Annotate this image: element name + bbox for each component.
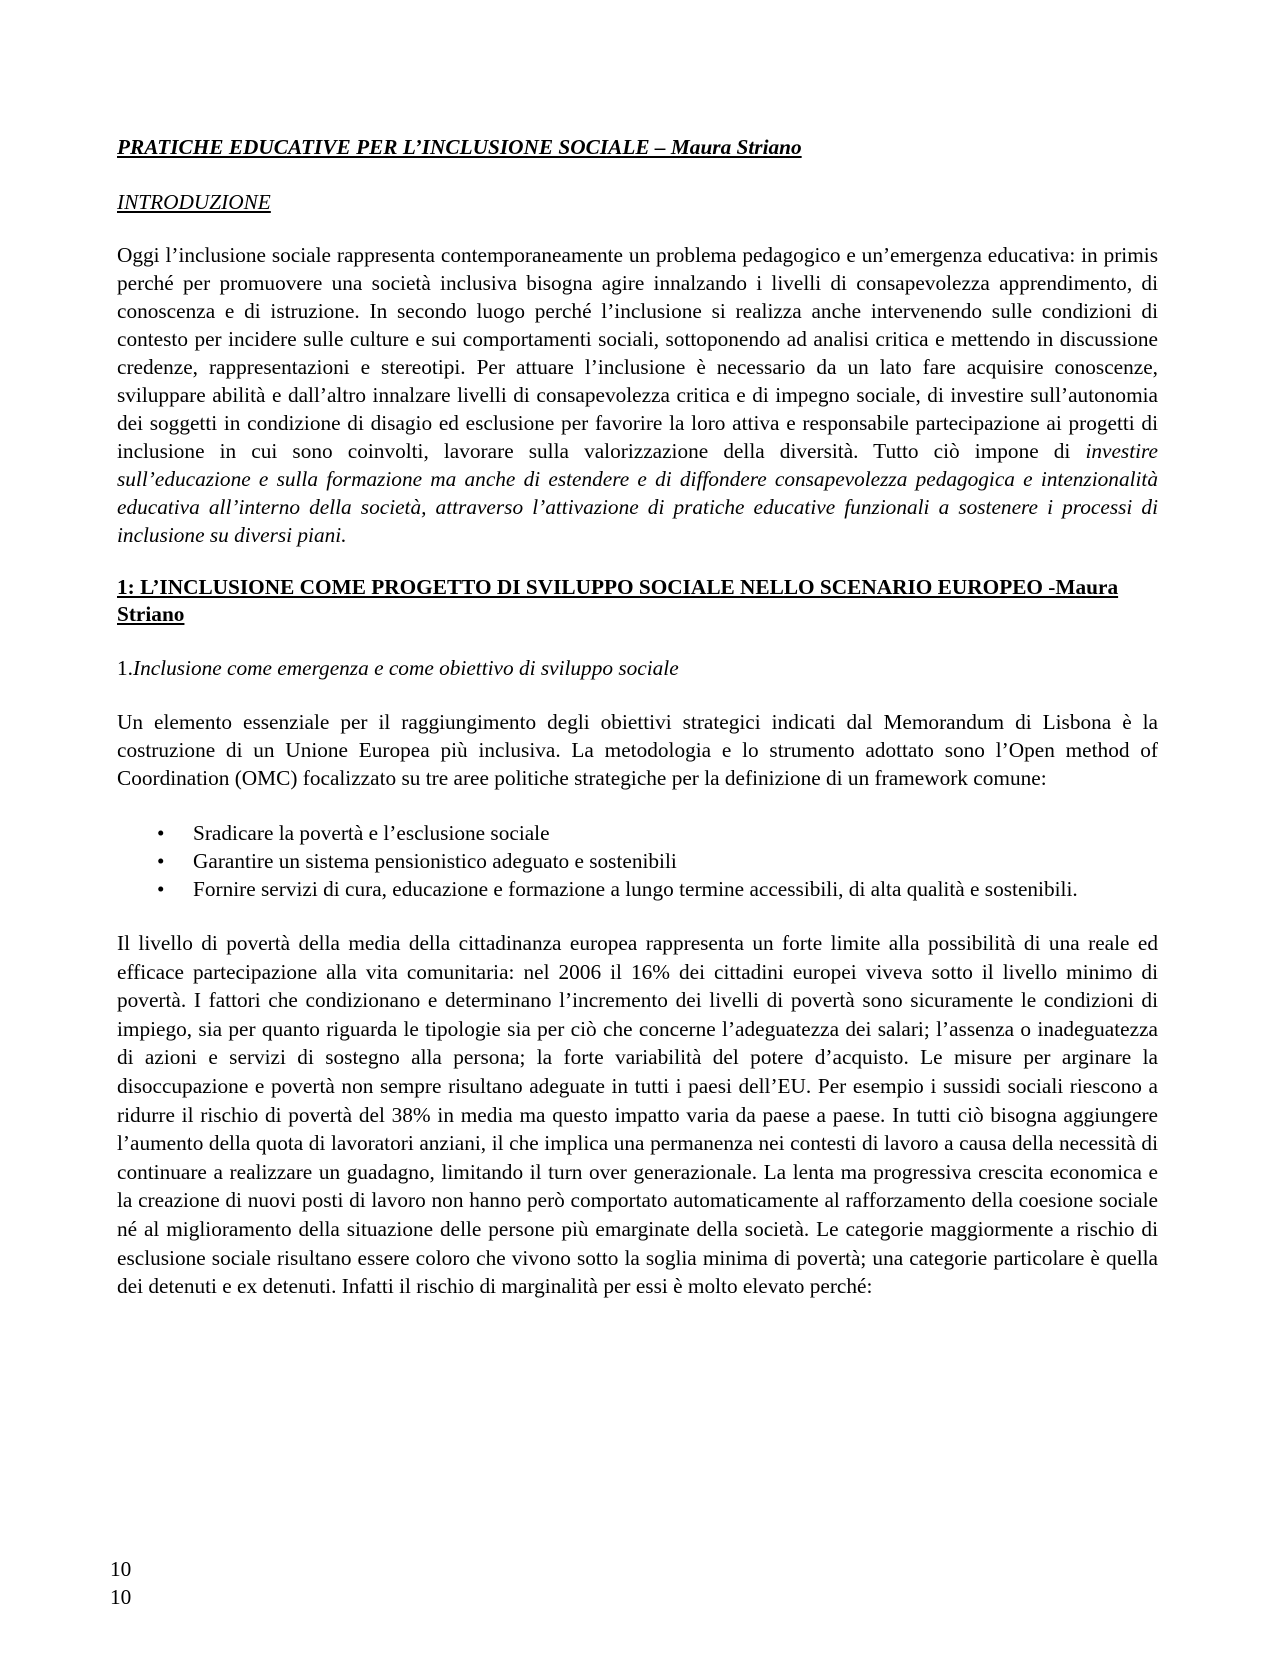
bullet-list [117, 819, 1158, 903]
document-title: PRATICHE EDUCATIVE PER L’INCLUSIONE SOCIALE – Maura Striano [117, 135, 802, 159]
bullet-icon: • [157, 877, 165, 901]
intro-paragraph [117, 241, 1158, 549]
page-footer [110, 1555, 131, 1611]
section-title: Inclusione come emergenza e come obiettivo di sviluppo sociale [132, 656, 679, 680]
list-item-text: Sradicare la povertà e l’esclusione sociale [193, 821, 550, 845]
paragraph-memorandum: Un elemento essenziale per il raggiungimento degli obiettivi strategici indicati dal Memorandum di Lisbona è la costruzione di un Unione Europea più inclusiva. La metodologia e lo strumento adottato sono l’Open method of Coordination (OMC) focalizzato su tre aree politiche strategiche per la definizione di un framework comune: [117, 710, 1158, 790]
intro-paragraph-italic: investire sull’educazione e sulla formazione ma anche di estendere e di diffondere consapevolezza pedagogica e intenzionalità educativa all’interno della società, attraverso l’attivazione di pratiche educative funzionali a sostenere i processi di inclusione su diversi piani. [117, 439, 1158, 547]
document-page [117, 133, 1158, 1301]
list-item [117, 819, 1158, 847]
bullet-icon: • [157, 821, 165, 845]
section-number: 1. [117, 656, 133, 680]
bullet-icon: • [157, 849, 165, 873]
list-item [117, 875, 1158, 903]
chapter-heading: 1: L’INCLUSIONE COME PROGETTO DI SVILUPPO SOCIALE NELLO SCENARIO EUROPEO -Maura Striano [117, 575, 1119, 626]
page-number-repeat: 10 [110, 1585, 132, 1609]
list-item-text: Garantire un sistema pensionistico adeguato e sostenibili [193, 849, 677, 873]
intro-heading: INTRODUZIONE [117, 190, 271, 214]
page-number: 10 [110, 1557, 132, 1581]
list-item [117, 847, 1158, 875]
section-heading [117, 654, 1158, 682]
paragraph-poverty: Il livello di povertà della media della cittadinanza europea rappresenta un forte limite alla possibilità di una reale ed efficace partecipazione alla vita comunitaria: nel 2006 il 16% dei cittadini europei viveva sotto il livello minimo di povertà. I fattori che condizionano e determinano l’incremento dei livelli di povertà sono sicuramente le condizioni di impiego, sia per quanto riguarda le tipologie sia per ciò che concerne l’adeguatezza dei salari; l’assenza o inadeguatezza di azioni e servizi di sostegno alla persona; la forte variabilità del potere d’acquisto. Le misure per arginare la disoccupazione e povertà non sempre risultano adeguate in tutti i paesi dell’EU. Per esempio i sussidi sociali riescono a ridurre il rischio di povertà del 38% in media ma questo impatto varia da paese a paese. In tutti ciò bisogna aggiungere l’aumento della quota di lavoratori anziani, il che implica una permanenza nei contesti di lavoro a causa della necessità di continuare a realizzare un guadagno, limitando il turn over generazionale. La lenta ma progressiva crescita economica e la creazione di nuovi posti di lavoro non hanno però comportato automaticamente al rafforzamento della coesione sociale né al miglioramento della situazione delle persone più emarginate della società. Le categorie maggiormente a rischio di esclusione sociale risultano essere coloro che vivono sotto la soglia minima di povertà; una categorie particolare è quella dei detenuti e ex detenuti. Infatti il rischio di marginalità per essi è molto elevato perché: [117, 931, 1158, 1299]
intro-paragraph-plain: Oggi l’inclusione sociale rappresenta contemporaneamente un problema pedagogico e un’emergenza educativa: in primis perché per promuovere una società inclusiva bisogna agire innalzando i livelli di consapevolezza apprendimento, di conoscenza e di istruzione. In secondo luogo perché l’inclusione si realizza anche intervenendo sulle condizioni di contesto per incidere sulle culture e sui comportamenti sociali, sottoponendo ad analisi critica e mettendo in discussione credenze, rappresentazioni e stereotipi. Per attuare l’inclusione è necessario da un lato fare acquisire conoscenze, sviluppare abilità e dall’altro innalzare livelli di consapevolezza critica e di impegno sociale, di investire sull’autonomia dei soggetti in condizione di disagio ed esclusione per favorire la loro attiva e responsabile partecipazione ai progetti di inclusione in cui sono coinvolti, lavorare sulla valorizzazione della diversità. Tutto ciò impone di [117, 243, 1158, 463]
list-item-text: Fornire servizi di cura, educazione e formazione a lungo termine accessibili, di alta qualità e sostenibili. [193, 877, 1078, 901]
